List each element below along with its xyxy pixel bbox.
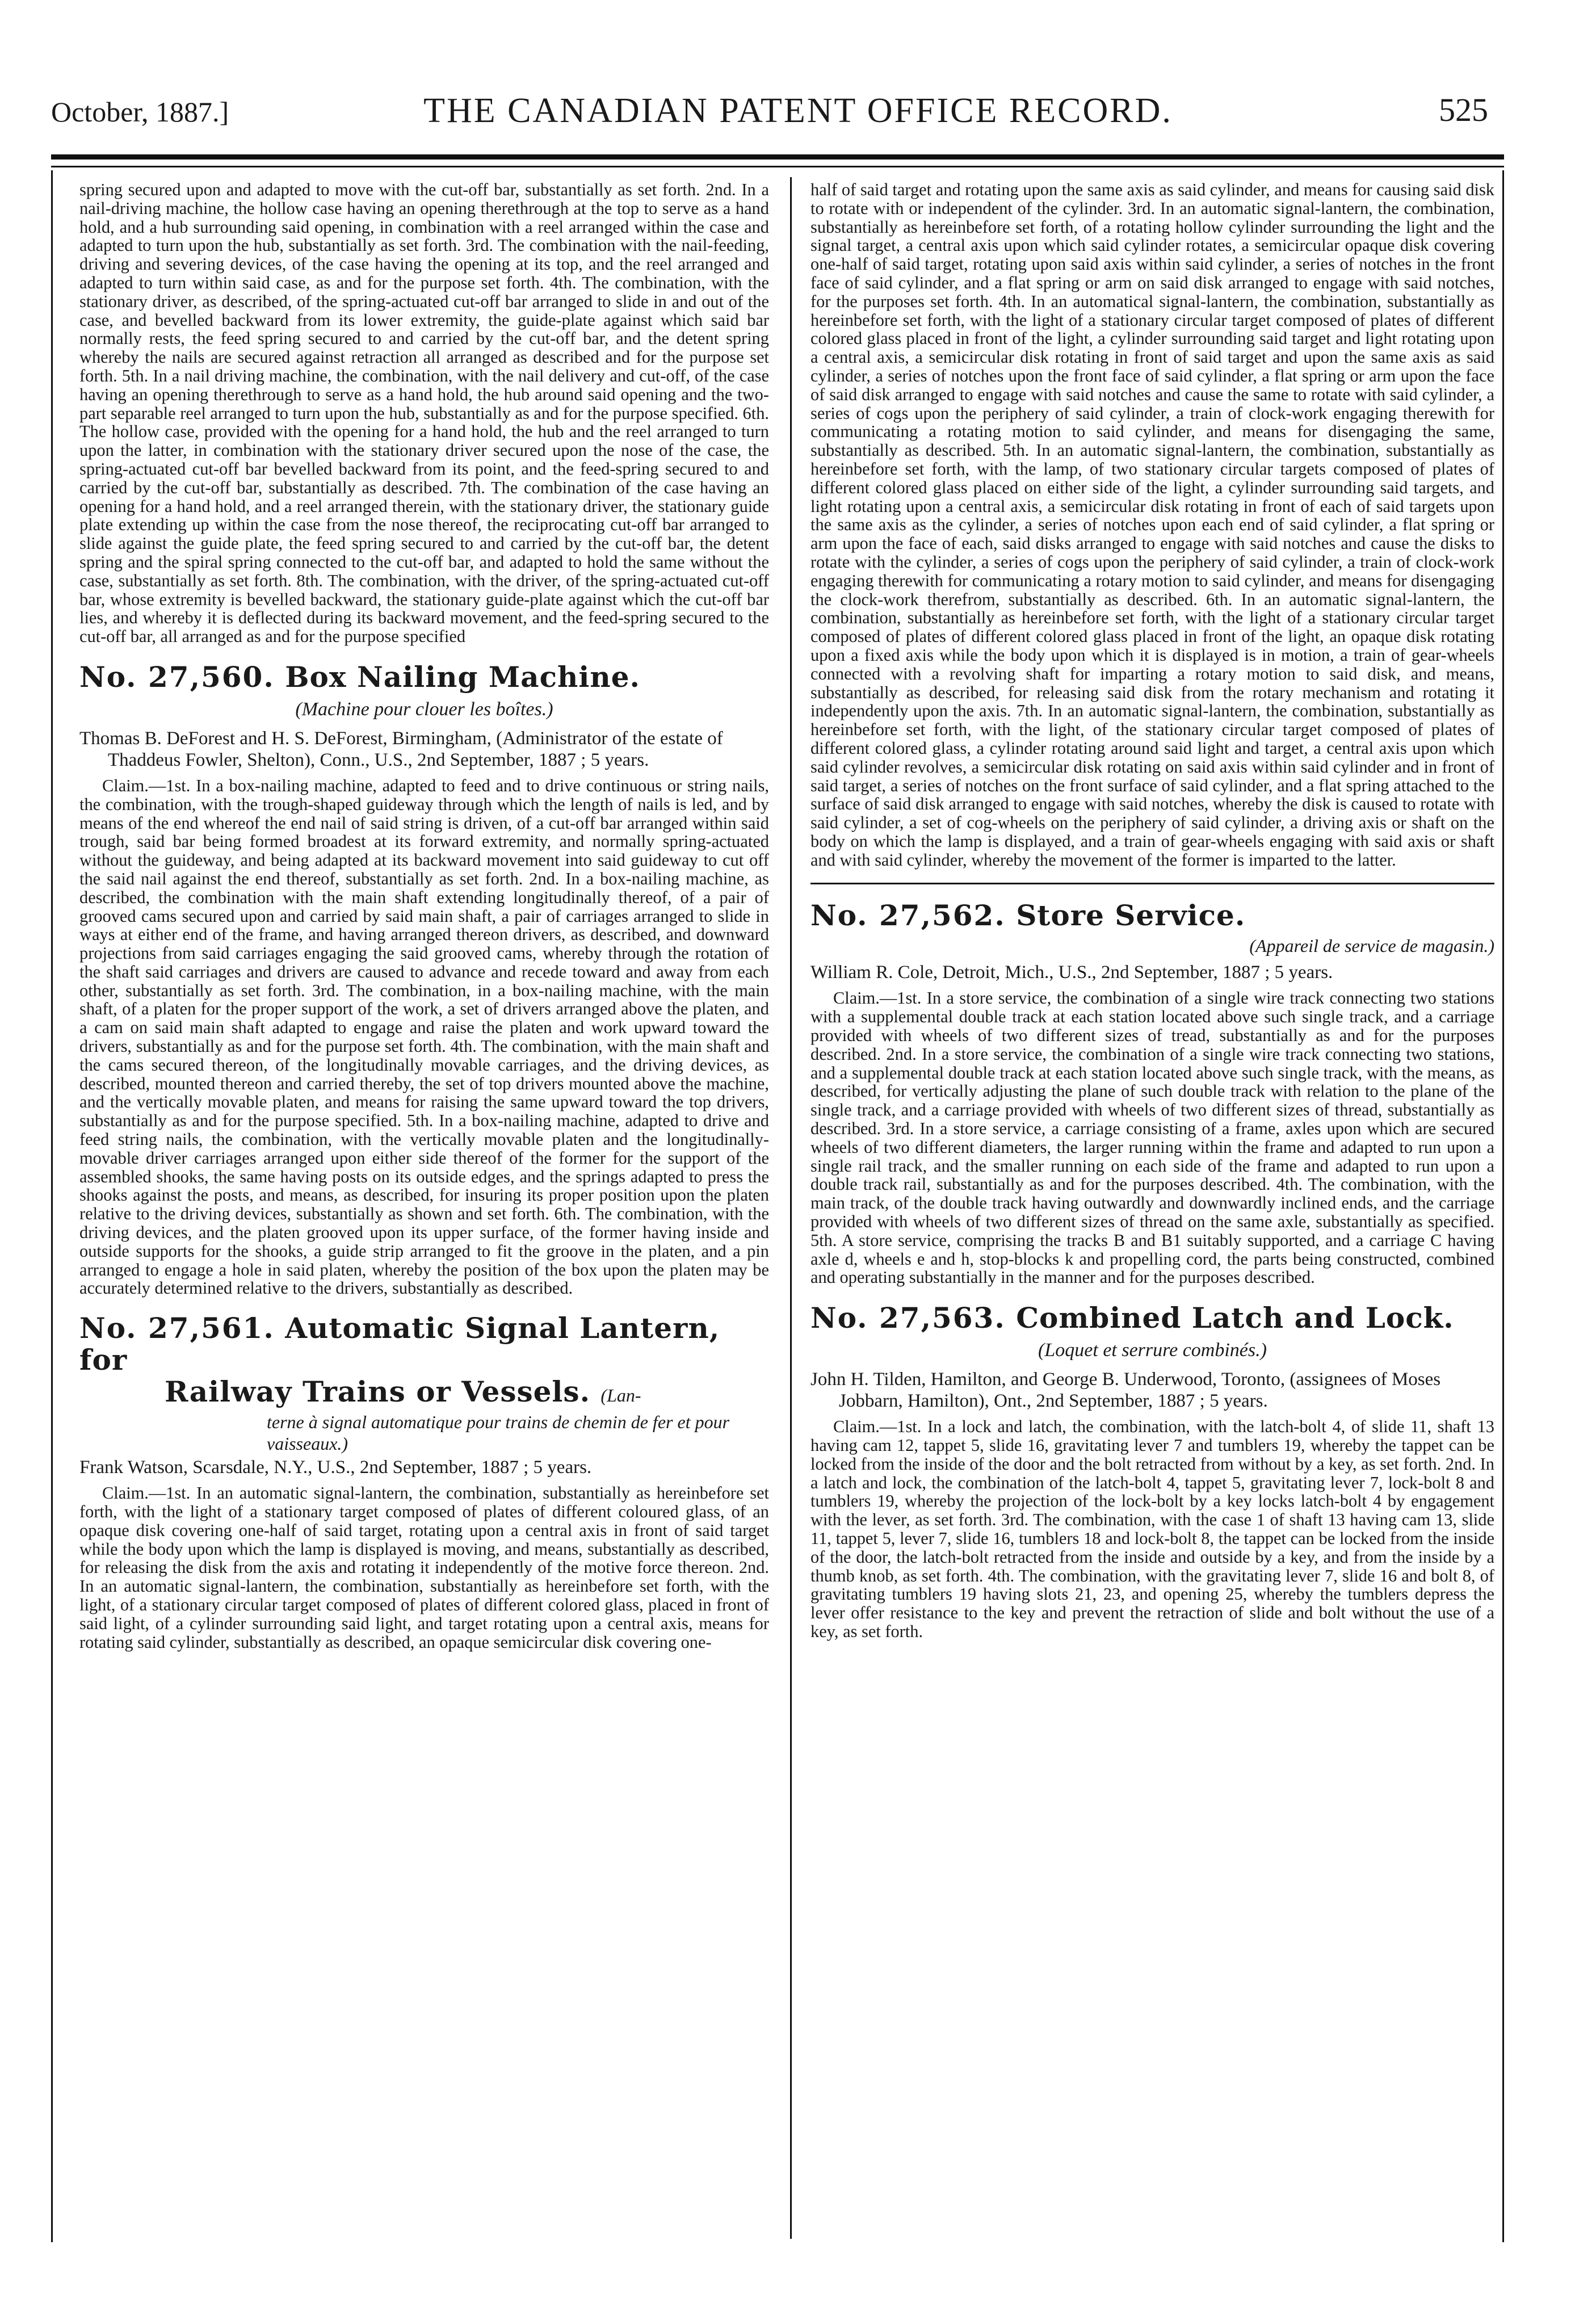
- patent-number: No. 27,563.: [810, 1301, 1006, 1335]
- patent-title-line-1: Automatic Signal Lantern, for: [79, 1311, 720, 1377]
- publication-title: THE CANADIAN PATENT OFFICE RECORD.: [423, 91, 1173, 130]
- continued-claims-text: half of said target and rotating upon the same axis as said cylinder, and means for causing said disk to rotate with or independent of the cylinder. 3rd. In an automatic signal-lantern, the combination, substantially as hereinbefore set forth, of a rotating hollow cylinder surrounding the light and the signal target, a central axis upon which said cylinder rotates, a semicircular opaque disk covering one-half of said target, rotating upon said axis within said cylinder, a series of notches in the front face of said cylinder, and a flat spring or arm on said disk arranged to engage with said notches, for the purposes set forth. 4th. In an automatical signal-lantern, the combination, substantially as hereinbefore set forth, with the light of a stationary circular target composed of plates of different colored glass placed in front of the light, a cylinder surrounding said target and light rotating upon a central axis, a semicircular disk rotating in front of said target and upon the same axis as said cylinder, a series of notches upon the front face of said cylinder, a flat spring or arm upon the face of said disk arranged to engage with said notches and cause the same to rotate with said cylinder, a series of cogs upon the periphery of said cylinder, a train of clock-work engaging therewith for communicating a rotating motion to said cylinder, and means for disengaging the same, substantially as described. 5th. In an automatic signal-lantern, the combination, substantially as hereinbefore set forth, with the lamp, of two stationary circular targets composed of plates of different colored glass placed on either side of the light, a cylinder surrounding said targets, and light rotating upon a central axis, a semicircular disk rotating in front of each of said targets upon the same axis as the cylinder, a series of notches upon each end of said cylinder, a flat spring or arm upon the face of each, said disks arranged to engage with said notches and cause the disks to rotate with the cylinder, a series of cogs upon the periphery of said cylinder, a train of clock-work engaging therewith for communicating a rotary motion to said cylinder, and means for disengaging the clock-work therefrom, substantially as described. 6th. In an automatic signal-lantern, the combination, substantially as hereinbefore set forth, with the light of a stationary circular target composed of plates of different colored glass placed in front of the light, an opaque disk rotating upon a fixed axis while the body upon which it is displayed is in motion, a train of gear-wheels connected with a revolving shaft for imparting a rotary motion to said disk, and means, substantially as described, for releasing said disk from the rotary mechanism and rotating it independently upon the axis. 7th. In an automatic signal-lantern, the combination, substantially as hereinbefore set forth, with the light, of the stationary circular target composed of plates of different colored glass, a cylinder rotating around said light and target, a central axis upon which said cylinder revolves, a semicircular disk rotating on said axis within said cylinder and in front of said target, a series of notches on the front surface of said cylinder, and a flat spring attached to the surface of said disk arranged to engage with said notches, whereby the disk is caused to rotate with said cylinder, a set of cog-wheels on the periphery of said cylinder, a driving axis or shaft on the body on which the lamp is displayed, and a train of gear-wheels engaging with said axis or shaft and with said cylinder, whereby the movement of the former is imparted to the latter.: [810, 181, 1494, 870]
- patent-title-line-2: Railway Trains or Vessels.: [165, 1375, 590, 1409]
- french-title-rest: terne à signal automatique pour trains de chemin de fer et pour vaisseaux.): [267, 1412, 730, 1454]
- patent-heading: [79, 661, 769, 694]
- patent-heading: [810, 1302, 1494, 1335]
- issue-date: October, 1887.]: [51, 96, 229, 128]
- page-number: 525: [1439, 91, 1488, 128]
- patent-title: Store Service.: [1016, 899, 1246, 933]
- patent-title: Combined Latch and Lock.: [1016, 1301, 1454, 1335]
- left-column: [79, 181, 769, 2237]
- section-rule: [810, 883, 1494, 884]
- inventor-line: John H. Tilden, Hamilton, and George B. Underwood, Toronto, (assignees of Moses Jobbarn, Hamilton), Ont., 2nd September, 1887 ; 5 years.: [810, 1369, 1441, 1412]
- inventor-line: Thomas B. DeForest and H. S. DeForest, Birmingham, (Administrator of the estate of Thaddeus Fowler, Shelton), Conn., U.S., 2nd September, 1887 ; 5 years.: [79, 728, 723, 770]
- patent-27561: [79, 1312, 769, 1651]
- claim-text: Claim.—1st. In a lock and latch, the combination, with the latch-bolt 4, of slide 11, shaft 13 having cam 12, tappet 5, slide 16, gravitating lever 7 and tumblers 19, whereby the tappet can be locked from the inside of the door and the bolt retracted from without by a key, as set forth. 2nd. In a latch and lock, the combination of the latch-bolt 4, tappet 5, gravitating lever 7, lock-bolt 8 and tumblers 19, whereby the projection of the lock-bolt by a key locks latch-bolt 4 by engagement with the lever, as set forth. 3rd. The combination, with the case 1 of shaft 13 having cam 13, slide 11, tappet 5, lever 7, slide 16, tumblers 18 and lock-bolt 8, the tappet can be locked from the inside of the door, the latch-bolt retracted from the inside and outside by a key, and from the inside by a thumb knob, as set forth. 4th. The combination, with the gravitating lever 7, slide 16 and bolt 8, of gravitating tumblers 19 having slots 21, 23, and opening 25, whereby the tumblers depress the lever offer resistance to the key and prevent the retraction of slide and bolt without the use of a key, as set forth.: [810, 1417, 1494, 1641]
- patent-27562: [810, 899, 1494, 1287]
- header-rule-thick: [51, 154, 1504, 160]
- french-title: (Machine pour clouer les boîtes.): [295, 698, 553, 720]
- inventor-line: William R. Cole, Detroit, Mich., U.S., 2nd September, 1887 ; 5 years.: [810, 962, 1333, 983]
- patent-27560: [79, 661, 769, 1298]
- column-divider: [790, 177, 792, 2239]
- patent-number: No. 27,562.: [810, 899, 1006, 933]
- patent-heading: [79, 1312, 769, 1454]
- claim-text: Claim.—1st. In a store service, the combination of a single wire track connecting two stations with a supplemental double track at each station located above such single track, and a carriage provided with wheels of two different sizes of tread, substantially as and for the purposes described. 2nd. In a store service, the combination of a single wire track connecting two stations, and a supplemental double track at each station located above such single track, with the means, as described, for vertically adjusting the plane of such double track with relation to the plane of the single track, and a carriage provided with wheels of two different sizes of thread, substantially as described. 3rd. In a store service, a carriage consisting of a frame, axles upon which are secured wheels of two different diameters, the larger running within the frame and adapted to run upon a single rail track, and the smaller running on each side of the frame and adapted to run upon a double track rail, substantially as and for the purposes described. 4th. The combination, with the main track, of the double track having outwardly and downwardly inclined ends, and the carriage provided with wheels of two different sizes of thread on the same axle, substantially as specified. 5th. A store service, comprising the tracks B and B1 suitably supported, and a carriage C having axle d, wheels e and h, stop-blocks k and propelling cord, the parts being constructed, combined and operating substantially in the manner and for the purposes described.: [810, 988, 1494, 1287]
- claim-text: Claim.—1st. In an automatic signal-lantern, the combination, substantially as hereinbefore set forth, with the light of a stationary target composed of plates of different coloured glass, of an opaque disk covering one-half of said target, rotating upon a central axis in front of said target while the body upon which the lamp is displayed is moving, and means, substantially as described, for releasing the disk from the axis and rotating it independently of the motive force thereon. 2nd. In an automatic signal-lantern, the combination, substantially as hereinbefore set forth, with the light, of a stationary circular target composed of plates of different colored glass, placed in front of said light, of a cylinder surrounding said light, and target rotating upon a central axis, means for rotating said cylinder, substantially as described, an opaque semicircular disk covering one-: [79, 1483, 769, 1652]
- patent-title: Box Nailing Machine.: [285, 660, 640, 694]
- inventor-line: Frank Watson, Scarsdale, N.Y., U.S., 2nd September, 1887 ; 5 years.: [79, 1457, 592, 1478]
- french-title: (Appareil de service de magasin.): [1249, 935, 1494, 956]
- french-title-start: (Lan-: [600, 1385, 641, 1406]
- french-title: (Loquet et serrure combinés.): [1038, 1340, 1267, 1361]
- right-column: [810, 181, 1494, 2237]
- patent-27563: [810, 1302, 1494, 1641]
- patent-number: No. 27,560.: [79, 660, 275, 694]
- continued-claims-text: spring secured upon and adapted to move with the cut-off bar, substantially as set forth. 2nd. In a nail-driving machine, the hollow case having an opening therethrough at the top to serve as a hand hold, and a hub surrounding said opening, in combination with a reel arranged within the case and adapted to turn upon the hub, substantially as set forth. 3rd. The combination with the nail-feeding, driving and severing devices, of the case having the opening at its top, and the reel arranged and adapted to turn within said case, as and for the purpose set forth. 4th. The combination, with the stationary driver, as described, of the spring-actuated cut-off bar arranged to slide in and out of the case, and bevelled backward from its lower extremity, the guide-plate against which said bar normally rests, the feed spring secured to and carried by the cut-off bar, and the detent spring whereby the nails are secured against retraction all arranged as described and for the purpose set forth. 5th. In a nail driving machine, the combination, with the nail delivery and cut-off, of the case having an opening therethrough to serve as a hand hold, the hub around said opening and the two-part separable reel arranged to turn upon the hub, substantially as and for the purpose specified. 6th. The hollow case, provided with the opening for a hand hold, the hub and the reel arranged to turn upon the latter, in combination with the stationary driver secured upon the nose of the case, the spring-actuated cut-off bar bevelled backward from its point, and the feed-spring secured to and carried by the cut-off bar, substantially as described. 7th. The combination of the case having an opening for a hand hold, and a reel arranged therein, with the stationary driver, the stationary guide plate extending up within the case from the nose thereof, the reciprocating cut-off bar arranged to slide against the guide plate, the feed spring secured to and carried by the cut-off bar, the detent spring and the spiral spring connected to the cut-off bar, and adapted to hold the same without the case, substantially as set forth. 8th. The combination, with the driver, of the spring-actuated cut-off bar, whose extremity is bevelled backward, the stationary guide-plate against which the cut-off bar lies, and whereby it is deflected during its backward movement, and the feed-spring secured to the cut-off bar, all arranged as and for the purpose specified: [79, 181, 769, 647]
- patent-number: No. 27,561.: [79, 1311, 275, 1345]
- claim-text: Claim.—1st. In a box-nailing machine, adapted to feed and to drive continuous or string nails, the combination, with the trough-shaped guideway through which the length of nails is led, and by means of the end whereof the end nail of said string is driven, of a cut-off bar arranged within said trough, said bar being formed broadest at its forward extremity, and normally spring-actuated without the guideway, and being adapted at its backward movement into said guideway to cut off the said nail against the end thereof, substantially as set forth. 2nd. In a box-nailing machine, as described, the combination with the main shaft extending longitudinally thereof, of a pair of grooved cams secured upon and carried by said main shaft, a pair of carriages arranged to slide in ways at either end of the frame, and having arranged thereon drivers, as described, and downward projections from said carriages engaging the said grooved cams, whereby through the rotation of the shaft said carriages and drivers are caused to advance and recede toward and away from each other, substantially as set forth. 3rd. The combination, in a box-nailing machine, with the main shaft, of a platen for the proper support of the work, a set of drivers arranged above the platen, and a cam on said main shaft adapted to engage and raise the platen and work upward toward the drivers, substantially as and for the purpose set forth. 4th. The combination, with the main shaft and the cams secured thereon, of the longitudinally movable carriages, and the driving devices, as described, mounted thereon and carried thereby, the set of top drivers mounted above the machine, and the vertically movable platen, and means for raising the same upward toward the top drivers, substantially as and for the purpose specified. 5th. In a box-nailing machine, adapted to drive and feed string nails, the combination, with the vertically movable platen and the longitudinally-movable driver carriages arranged upon either side thereof of the former for the support of the assembled shooks, the same having posts on its outside edges, and the springs adapted to press the shooks against the posts, and means, as described, for insuring its proper position upon the platen relative to the driving devices, substantially as shown and set forth. 6th. The combination, with the driving devices, and the platen grooved upon its upper surface, of the former having inside and outside supports for the shooks, a guide strip arranged to fit the groove in the platen, and a pin arranged to engage a hole in said platen, whereby the position of the box upon the platen may be accurately determined relative to the drivers, substantially as described.: [79, 775, 769, 1298]
- header-rule-thin: [51, 166, 1504, 167]
- patent-heading: [810, 899, 1494, 932]
